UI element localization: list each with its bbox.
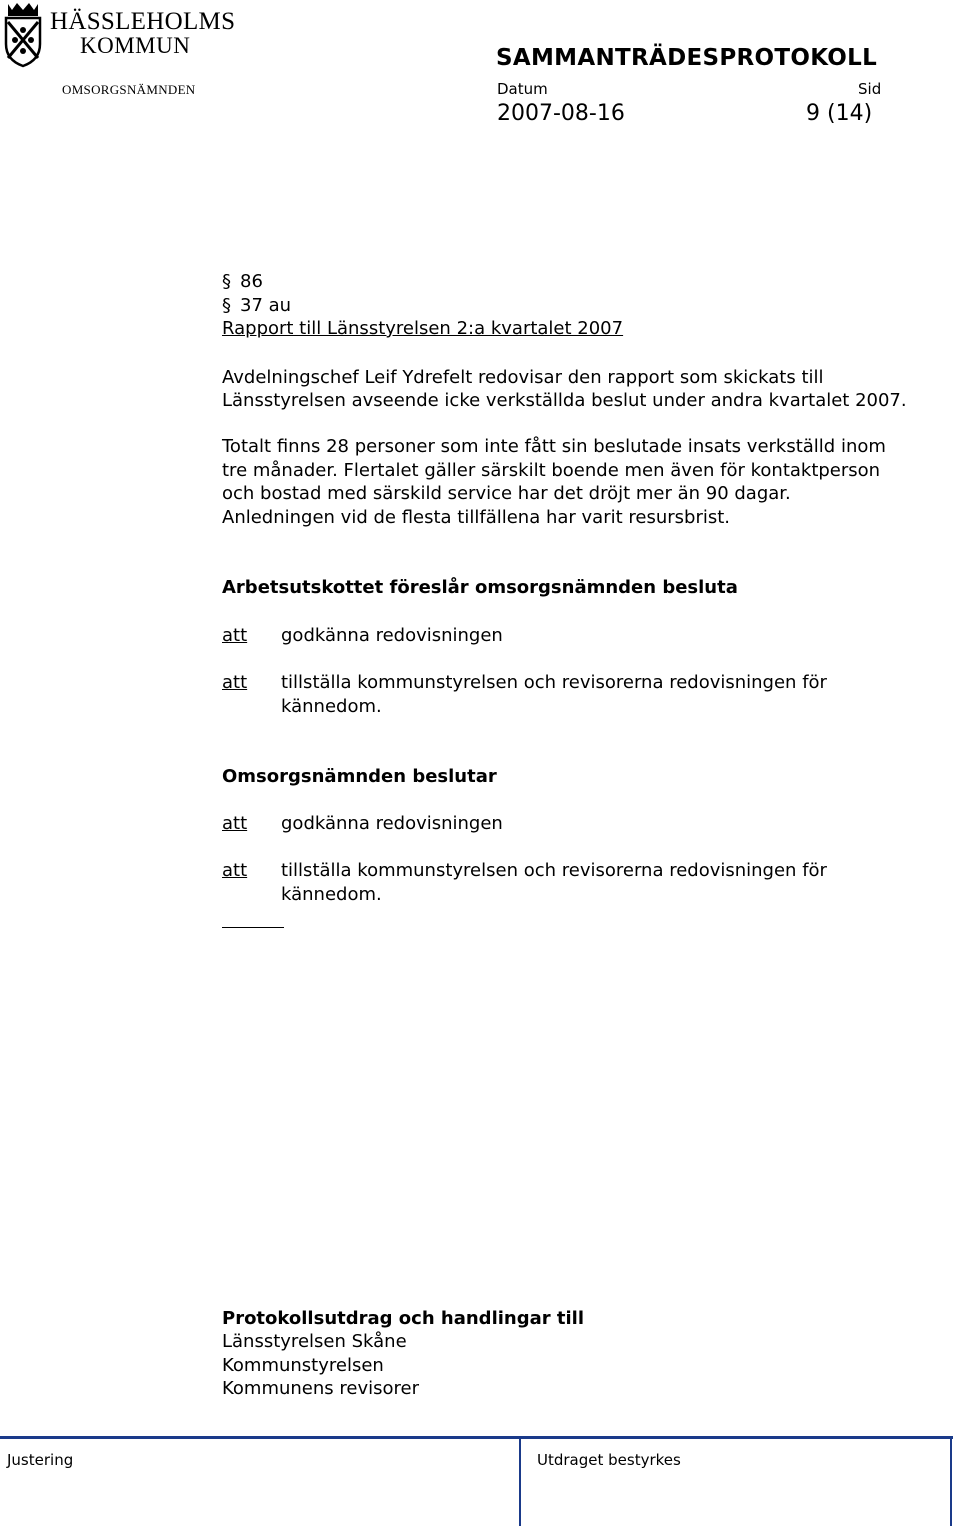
document-title: SAMMANTRÄDESPROTOKOLL (496, 45, 878, 71)
section-ref: 37 au (240, 295, 292, 316)
paragraph-line: och bostad med särskild service har det dröjt mer än 90 dagar. (222, 483, 791, 504)
footer-right-border (950, 1438, 952, 1526)
paragraph-line: Länsstyrelsen avseende icke verkställda beslut under andra kvartalet 2007. (222, 390, 907, 411)
recipient: Kommunstyrelsen (222, 1355, 384, 1376)
proposal-heading: Arbetsutskottet föreslår omsorgsnämnden besluta (222, 577, 738, 598)
section-number-line (222, 270, 263, 294)
footer-column-divider (519, 1438, 521, 1526)
footer-certified-label: Utdraget bestyrkes (537, 1451, 681, 1469)
organization-name-line2: KOMMUN (80, 33, 191, 58)
organization-name: HÄSSLEHOLMS (50, 8, 236, 35)
end-rule (222, 927, 284, 928)
paragraph-line: tre månader. Flertalet gäller särskilt boende men även för kontaktperson (222, 460, 881, 481)
section-number: 86 (240, 271, 263, 292)
paragraph-line: Anledningen vid de flesta tillfällena har varit resursbrist. (222, 507, 731, 528)
paragraph-line: Totalt finns 28 personer som inte fått sin beslutade insats verkställd inom (222, 436, 886, 457)
footer-justering-label: Justering (7, 1451, 74, 1469)
proposal-clause: tillställa kommunstyrelsen och revisorerna redovisningen för kännedom. (281, 672, 827, 717)
date-label: Datum (497, 80, 548, 98)
coat-of-arms-icon (0, 0, 46, 68)
att-marker: att (222, 672, 248, 693)
section-title: Rapport till Länsstyrelsen 2:a kvartalet 2007 (222, 318, 624, 339)
page-label: Sid (858, 80, 882, 98)
decision-heading: Omsorgsnämnden beslutar (222, 766, 497, 787)
att-marker: att (222, 860, 248, 881)
paragraph-line: Avdelningschef Leif Ydrefelt redovisar den rapport som skickats till (222, 367, 824, 388)
decision-clause: tillställa kommunstyrelsen och revisorerna redovisningen för kännedom. (281, 860, 827, 905)
decision-clause: godkänna redovisningen (281, 813, 503, 834)
section-symbol: § (222, 271, 231, 292)
proposal-clause: godkänna redovisningen (281, 625, 503, 646)
recipient: Kommunens revisorer (222, 1378, 419, 1399)
section-symbol-ref: § (222, 295, 231, 316)
recipient: Länsstyrelsen Skåne (222, 1331, 407, 1352)
att-marker: att (222, 625, 248, 646)
distribution-heading: Protokollsutdrag och handlingar till (222, 1308, 585, 1329)
department-name: OMSORGSNÄMNDEN (62, 82, 196, 97)
section-ref-line (222, 294, 291, 318)
att-marker: att (222, 813, 248, 834)
page-number: 9 (14) (806, 101, 873, 126)
footer-divider (0, 1436, 953, 1439)
meeting-date: 2007-08-16 (497, 101, 625, 126)
